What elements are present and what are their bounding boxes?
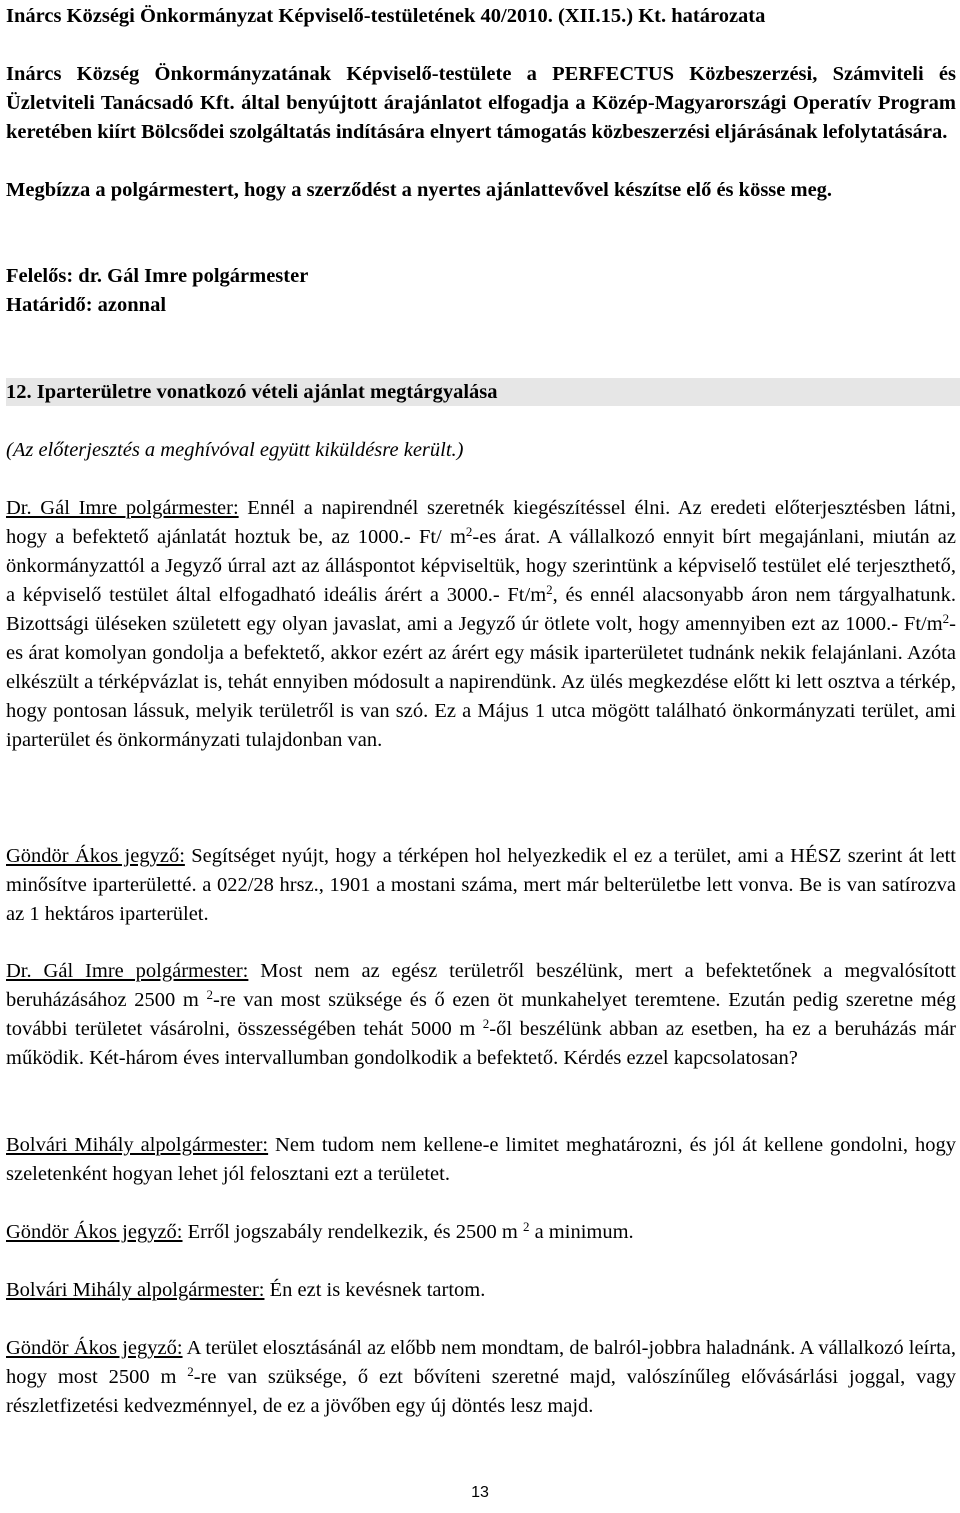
resolution-mandate: Megbízza a polgármestert, hogy a szerződést a nyertes ajánlattevővel készítse elő és kösse meg. <box>6 179 833 201</box>
speech-text: -re van most szüksége és ő ezen öt munkahelyet teremtene. Ezután pedig szeretne még további területet vásárolni, összességében tehát 5000 m <box>6 989 956 1040</box>
speech-mayor-1 <box>6 494 956 755</box>
resolution-body: Inárcs Község Önkormányzatának Képviselő-testülete a PERFECTUS Közbeszerzési, Számviteli és Üzletviteli Tanácsadó Kft. által benyújtott árajánlatot elfogadja a Közép-Magyarországi Operatív Program keretében kiírt Bölcsődei szolgáltatás indítására elnyert támogatás közbeszerzési eljárásának lefolytatására. <box>6 63 956 143</box>
speaker-name: Göndör Ákos jegyző: <box>6 845 185 867</box>
speaker-name: Göndör Ákos jegyző: <box>6 1221 183 1243</box>
speech-notary-3 <box>6 1334 956 1421</box>
speaker-name: Bolvári Mihály alpolgármester: <box>6 1134 269 1156</box>
superscript: 2 <box>465 524 473 539</box>
speech-text: Én ezt is kevésnek tartom. <box>264 1279 486 1301</box>
speech-notary-1 <box>6 842 956 929</box>
speech-text: -re van szüksége, ő ezt bővíteni szeretné majd, valószínűleg elővásárlási joggal, vagy részletfizetési kedvezménnyel, de ez a jövőben egy új döntés lesz majd. <box>6 1366 956 1417</box>
speaker-name: Dr. Gál Imre polgármester: <box>6 497 239 519</box>
speech-text: Erről jogszabály rendelkezik, és 2500 m <box>182 1221 523 1243</box>
speech-text: -es árat. A vállalkozó ennyit bírt megajánlani, miután az önkormányzattól a Jegyző úrral azt az álláspontot képviseltük, hogy szerintünk a képviselő testület elé terjeszthető, a képviselő testület által elfogadható ideális árért a 3000.- Ft/m <box>6 526 956 606</box>
resolution-title: Inárcs Községi Önkormányzat Képviselő-testületének 40/2010. (XII.15.) Kt. határozata <box>6 5 766 27</box>
speech-text: Most nem az egész területről beszélünk, mert a befektetőnek a megvalósított beruházásához 2500 m <box>6 960 957 1011</box>
speech-text: -es árat komolyan gondolja a befektető, akkor ezért az árért egy másik iparterületet tudnánk nekik felajánlani. Azóta elkészült a térképvázlat is, tehát ennyiben módosult a napirendünk. Az ülés megkezdése előtt ki lett osztva a térkép, hogy pontosan lássuk, melyik területről is van szó. Ez a Május 1 utca mögött található önkormányzati terület, ami iparterület és önkormányzati tulajdonban van. <box>6 613 956 751</box>
resolution-deadline: Határidő: azonnal <box>6 294 167 316</box>
speech-mayor-2 <box>6 957 956 1073</box>
resolution-responsible: Felelős: dr. Gál Imre polgármester <box>6 265 309 287</box>
speech-deputy-1 <box>6 1131 956 1189</box>
superscript: 2 <box>522 1219 530 1234</box>
speech-deputy-2 <box>6 1276 956 1305</box>
speech-text: Segítséget nyújt, hogy a térképen hol helyezkedik el ez a terület, ami a HÉSZ szerint át lett minősítve iparterületté. a 022/28 hrsz., 1901 a mostani száma, mert már belterületbe lett vonva. Be is van satírozva az 1 hektáros iparterület. <box>6 845 956 925</box>
page-number: 13 <box>471 1484 489 1501</box>
speech-text: A terület elosztásánál az előbb nem mondtam, de balról-jobbra haladnánk. A vállalkozó leírta, hogy most 2500 m <box>6 1337 956 1388</box>
speech-text: a minimum. <box>529 1221 634 1243</box>
superscript: 2 <box>187 1364 194 1379</box>
speech-text: Ennél a napirendnél szeretnék kiegészítéssel élni. Az eredeti előterjesztésben látni, hogy a befektető ajánlatát hoztuk be, az 1000.- Ft/ m <box>6 497 956 548</box>
speech-text: -ől beszélünk abban az esetben, ha ez a beruházás már működik. Két-három éves intervallumban gondolkodik a befektető. Kérdés ezzel kapcsolatosan? <box>6 1018 956 1069</box>
speaker-name: Dr. Gál Imre polgármester: <box>6 960 249 982</box>
speech-text: Nem tudom nem kellene-e limitet meghatározni, és jól át kellene gondolni, hogy szeletenként hogyan lehet jól felosztani ezt a területet. <box>6 1134 956 1185</box>
superscript: 2 <box>482 1016 490 1031</box>
agenda-note: (Az előterjesztés a meghívóval együtt kiküldésre került.) <box>6 439 464 461</box>
speech-notary-2 <box>6 1218 956 1247</box>
superscript: 2 <box>206 987 213 1002</box>
superscript: 2 <box>942 611 950 626</box>
speaker-name: Göndör Ákos jegyző: <box>6 1337 183 1359</box>
agenda-heading: 12. Iparterületre vonatkozó vételi ajánlat megtárgyalása <box>6 381 498 403</box>
speaker-name: Bolvári Mihály alpolgármester: <box>6 1279 265 1301</box>
superscript: 2 <box>546 582 553 597</box>
speech-text: , és ennél alacsonyabb áron nem tárgyalhatunk. Bizottsági üléseken született egy olyan javaslat, ami a Jegyző úr ötlete volt, hogy amennyiben ezt az 1000.- Ft/m <box>6 584 956 635</box>
